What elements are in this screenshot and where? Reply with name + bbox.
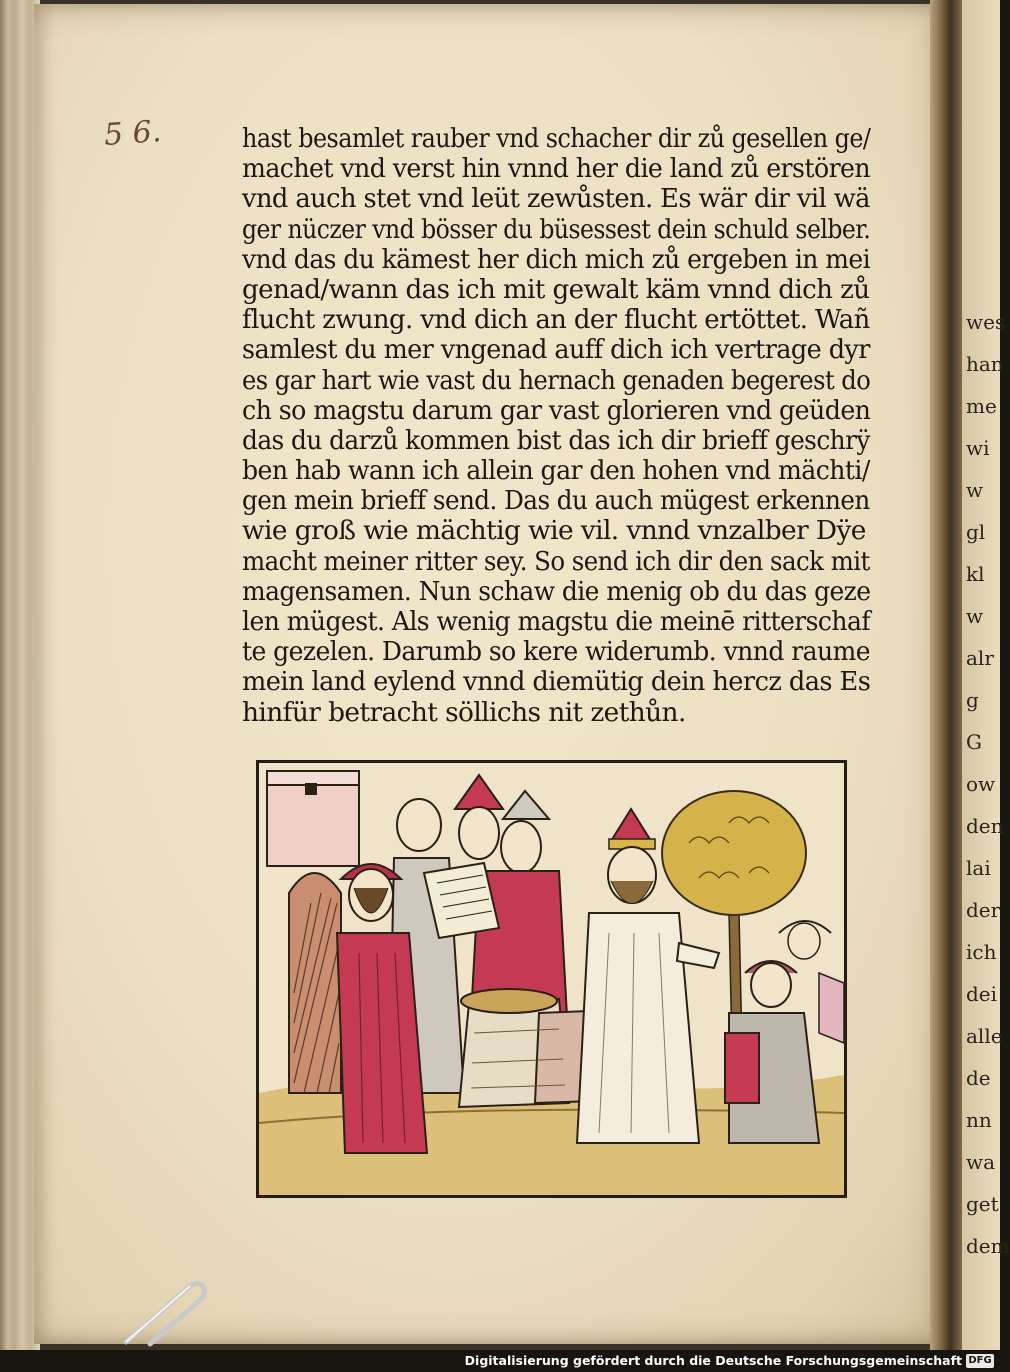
facing-page-text-fragment: wa xyxy=(966,1150,996,1174)
facing-page-text-fragment: me xyxy=(966,394,997,418)
text-line: genad/wann das ich mit gewalt käm vnnd dich zů xyxy=(242,273,870,305)
facing-page-text-fragment: w xyxy=(966,478,984,502)
text-line: ch so magstu darum gar vast glorieren vnd geüden xyxy=(242,394,871,426)
text-line: ben hab wann ich allein gar den hohen vnd mächti/ xyxy=(242,455,870,487)
facing-page-text-fragment: ich xyxy=(966,940,997,964)
facing-page-text-fragment: wi xyxy=(966,436,990,460)
text-line: magensamen. Nun schaw die menig ob du das geze xyxy=(242,575,871,607)
facing-page-text-fragment: der xyxy=(966,898,1001,922)
text-line: te gezelen. Darumb so kere widerumb. vnnd raume xyxy=(242,636,871,668)
doorway xyxy=(289,873,341,1093)
facing-page-text-fragment: alle xyxy=(966,1024,1003,1048)
text-line: hast besamlet rauber vnd schacher dir zů gesellen ge/ xyxy=(242,123,871,154)
facing-page-text-fragment: de xyxy=(966,1066,991,1090)
text-line: flucht zwung. vnd dich an der flucht ertöttet. Wañ xyxy=(242,304,870,336)
text-line: vnd das du kämest her dich mich zů ergeben in mei xyxy=(242,243,870,275)
footer-bar xyxy=(0,1350,1000,1372)
facing-page-text-fragment: w xyxy=(966,604,984,628)
text-line: samlest du mer vngenad auff dich ich vertrage dyr xyxy=(242,334,870,366)
text-line: vnd auch stet vnd leüt zewůsten. Es wär dir vil wä xyxy=(242,183,870,215)
text-line: macht meiner ritter sey. So send ich dir den sack mit xyxy=(242,545,870,577)
text-line: gen mein brieff send. Das du auch mügest erkennen xyxy=(242,485,870,517)
facing-page-text-fragment: ow xyxy=(966,772,996,796)
footer-credit: Digitalisierung gefördert durch die Deutsche Forschungsgemeinschaft xyxy=(464,1353,962,1368)
facing-page-text-fragment: dei xyxy=(966,982,998,1006)
facing-page-text-fragment: wes xyxy=(966,310,1006,334)
facing-page-text-fragment: kl xyxy=(966,562,985,586)
facing-page-text-fragment: G xyxy=(966,730,982,754)
text-line: len mügest. Als wenig magstu die meinē ritterschaf xyxy=(242,606,871,637)
tree-crown xyxy=(662,791,806,915)
text-line: das du darzů kommen bist das ich dir brieff geschrÿ xyxy=(242,424,870,456)
text-line: wie groß wie mächtig wie vil. vnnd vnzalber Dÿe xyxy=(242,515,866,547)
text-line: machet vnd verst hin vnnd her die land zů erstören xyxy=(242,153,871,185)
facing-page-text-fragment: han xyxy=(966,352,1004,376)
dfg-logo: DFG xyxy=(966,1354,994,1368)
facing-page-text-fragment: g xyxy=(966,688,979,712)
facing-page-text-fragment: lai xyxy=(966,856,991,880)
folio-number: 5 6. xyxy=(102,114,163,153)
book-gutter xyxy=(930,0,964,1350)
paper-clip xyxy=(120,1278,210,1348)
facing-page-text-fragment: nn xyxy=(966,1108,992,1132)
facing-page-text-fragment: dem xyxy=(966,1234,1010,1258)
text-line: es gar hart wie vast du hernach genaden begerest do xyxy=(242,364,871,396)
facing-page-text-fragment: gl xyxy=(966,520,986,544)
facing-page-text-fragment: get xyxy=(966,1192,999,1216)
blackletter-text-block xyxy=(242,124,872,728)
facing-page-edge xyxy=(962,0,1010,1350)
text-line: mein land eylend vnnd diemütig dein hercz das Es xyxy=(242,666,871,698)
text-line: ger nüczer vnd bösser du büsessest dein schuld selber. xyxy=(242,213,871,245)
facing-page-text-fragment: den xyxy=(966,814,1004,838)
woodcut-scene xyxy=(259,763,844,1195)
woodcut-illustration xyxy=(256,760,847,1198)
facing-page-text-fragment: alr xyxy=(966,646,994,670)
text-line: hinfür betracht söllichs nit zethůn. xyxy=(242,696,686,728)
